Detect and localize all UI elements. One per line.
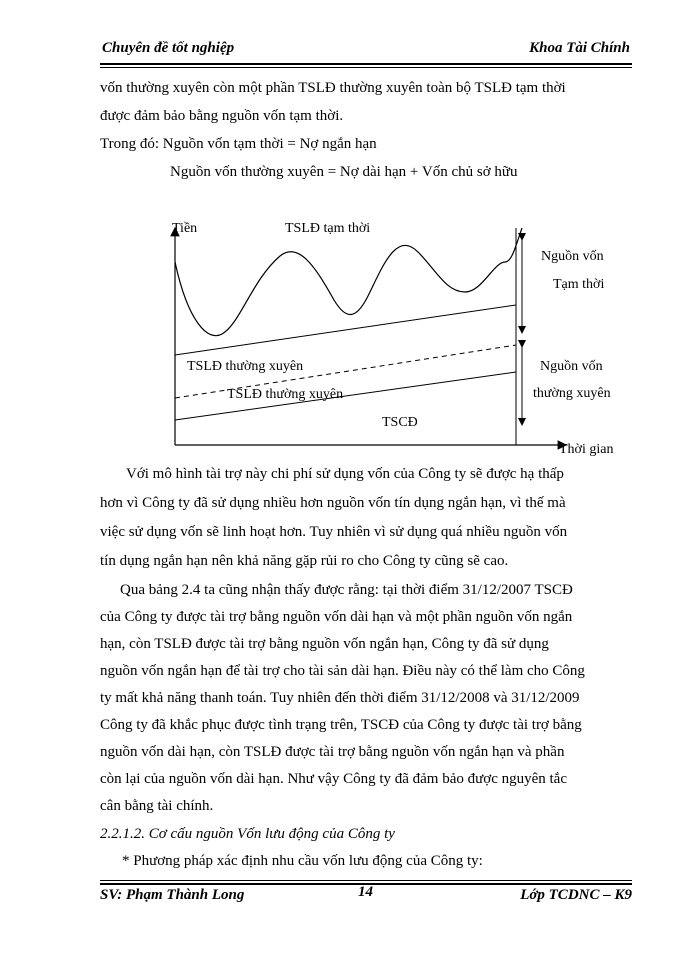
solid-band-label: TSLĐ thường xuyên — [187, 359, 304, 374]
wave-label: TSLĐ tạm thời — [285, 221, 371, 236]
para1-line-1: Với mô hình tài trợ này chi phí sử dụng vốn của Công ty sẽ được hạ thấp — [126, 466, 564, 482]
right-top-label-2: Tạm thời — [553, 277, 605, 292]
footer-right: Lớp TCDNC – K9 — [520, 887, 632, 903]
financing-diagram — [0, 0, 700, 470]
right-bottom-label-1: Nguồn vốn — [540, 359, 603, 374]
temporary-assets-wave — [175, 228, 522, 336]
section-heading: 2.2.1.2. Cơ cấu nguồn Vốn lưu động của Công ty — [100, 826, 395, 842]
para2-line-5: ty mất khả năng thanh toán. Tuy nhiên đến thời điểm 31/12/2008 và 31/12/2009 — [100, 690, 580, 706]
header-left: Chuyên đề tốt nghiệp — [102, 40, 235, 56]
para2-line-7: nguồn vốn dài hạn, còn TSLĐ được tài trợ bằng nguồn vốn ngắn hạn và phần — [100, 744, 565, 760]
y-axis-label: Tiền — [172, 221, 198, 236]
para1-line-2: hơn vì Công ty đã sử dụng nhiều hơn nguồn vốn tín dụng ngắn hạn, vì thế mà — [100, 495, 566, 511]
para1-line-3: việc sử dụng vốn sẽ linh hoạt hơn. Tuy nhiên vì sử dụng quá nhiều nguồn vốn — [100, 524, 568, 540]
intro-line-1: vốn thường xuyên còn một phần TSLĐ thường xuyên toàn bộ TSLĐ tạm thời — [100, 80, 566, 96]
fixed-assets-label: TSCĐ — [382, 415, 418, 430]
footer-rule-thin — [100, 880, 632, 881]
x-axis-label: Thời gian — [559, 442, 614, 457]
right-bottom-label-2: thường xuyên — [533, 386, 611, 401]
para2-line-9: cân bằng tài chính. — [100, 798, 214, 814]
para2-line-2: của Công ty được tài trợ bằng nguồn vốn dài hạn và một phần nguồn vốn ngắn — [100, 609, 573, 625]
para2-line-6: Công ty đã khắc phục được tình trạng trên, TSCĐ của Công ty được tài trợ bằng — [100, 717, 582, 733]
dashed-band-label: TSLĐ thường xuyên — [227, 387, 344, 402]
intro-line-4: Nguồn vốn thường xuyên = Nợ dài hạn + Vốn chủ sở hữu — [170, 164, 518, 180]
header-right: Khoa Tài Chính — [529, 40, 630, 56]
footer-left: SV: Phạm Thành Long — [100, 887, 245, 903]
para2-line-8: còn lại của nguồn vốn dài hạn. Như vậy Công ty đã đảm bảo được nguyên tắc — [100, 771, 567, 787]
intro-line-2: được đảm bảo bằng nguồn vốn tạm thời. — [100, 108, 344, 124]
bullet-line: * Phương pháp xác định nhu cầu vốn lưu động của Công ty: — [122, 853, 483, 869]
para2-line-4: nguồn vốn ngắn hạn để tài trợ cho tài sản dài hạn. Điều này có thể làm cho Công — [100, 663, 585, 679]
right-top-label-1: Nguồn vốn — [541, 249, 604, 264]
page-number: 14 — [358, 884, 373, 900]
para2-line-3: hạn, còn TSLĐ được tài trợ bằng nguồn vốn ngắn hạn, Công ty đã sử dụng — [100, 636, 549, 652]
intro-line-3: Trong đó: Nguồn vốn tạm thời = Nợ ngắn hạn — [100, 136, 377, 152]
para2-line-1: Qua bảng 2.4 ta cũng nhận thấy được rằng: tại thời điểm 31/12/2007 TSCĐ — [120, 582, 573, 598]
para1-line-4: tín dụng ngắn hạn nên khả năng gặp rủi ro cho Công ty cũng sẽ cao. — [100, 553, 509, 569]
